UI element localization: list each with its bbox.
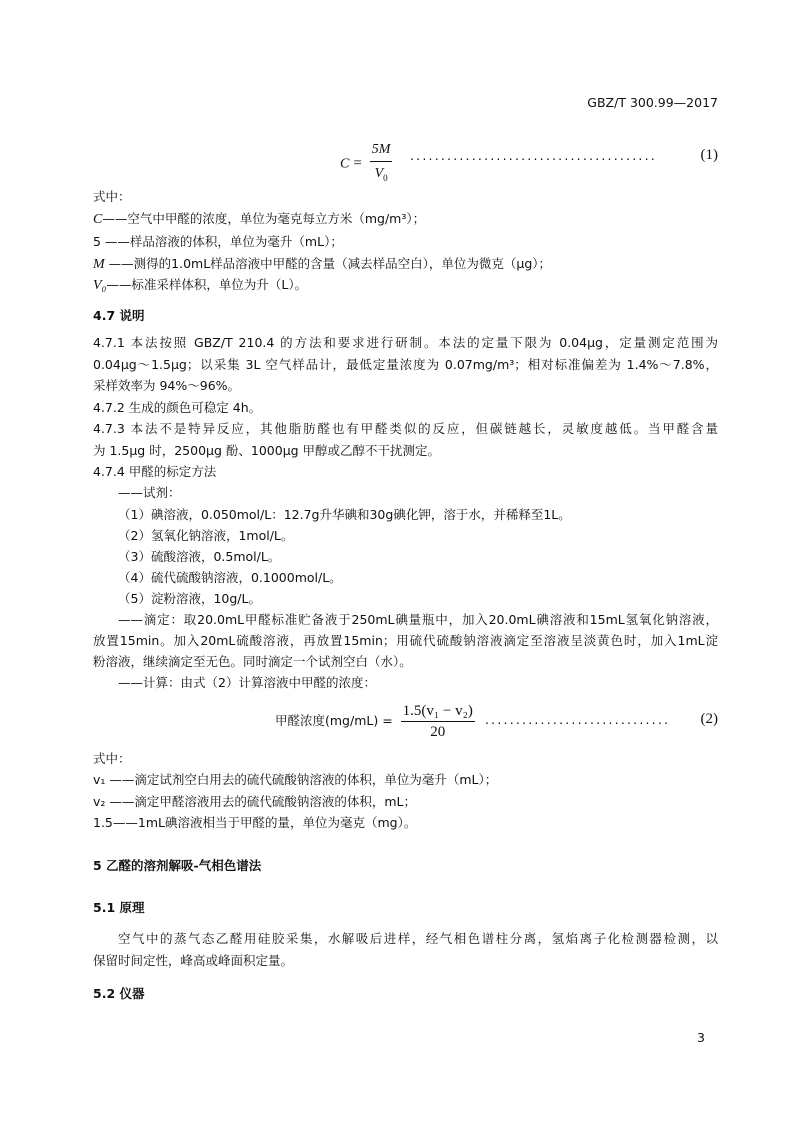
formula-fraction bbox=[401, 702, 475, 741]
where-title: 式中： bbox=[93, 751, 131, 766]
where-item: v₂ ——滴定甲醛溶液用去的硫代硫酸钠溶液的体积，mL； bbox=[93, 794, 417, 809]
fraction-numerator: 1.5(v₁ − v₂) bbox=[401, 702, 475, 722]
formula-lhs: 甲醛浓度(mg/mL) = bbox=[275, 713, 393, 728]
where-item bbox=[93, 256, 551, 273]
reagents-title: ——试剂： bbox=[118, 485, 181, 500]
paragraph-line: 为 1.5μg 时，2500μg 酚、1000μg 甲醇或乙醇不干扰测定。 bbox=[93, 443, 441, 458]
formula-2-dots: .............................. bbox=[485, 712, 671, 727]
reagent-item: （2）氢氧化钠溶液，1mol/L。 bbox=[118, 528, 294, 543]
paragraph-line: 4.7.1 本法按照 GBZ/T 210.4 的方法和要求进行研制。本法的定量下限为 0.04μg，定量测定范围为 bbox=[93, 335, 718, 350]
where-item bbox=[93, 277, 307, 294]
symbol: 5 bbox=[93, 234, 101, 249]
formula-2 bbox=[275, 702, 479, 741]
paragraph-line: 4.7.4 甲醛的标定方法 bbox=[93, 464, 217, 479]
symbol: C bbox=[93, 212, 103, 227]
paragraph-line: 保留时间定性，峰高或峰面积定量。 bbox=[93, 953, 294, 968]
standard-code-header: GBZ/T 300.99—2017 bbox=[587, 95, 718, 110]
paragraph-line: 放置15min。加入20mL硫酸溶液，再放置15min；用硫代硫酸钠溶液滴定至溶液呈淡黄色时，加入1mL淀 bbox=[93, 633, 718, 648]
page-number: 3 bbox=[697, 1030, 705, 1045]
definition: ——测得的1.0mL样品溶液中甲醛的含量（减去样品空白），单位为微克（μg）； bbox=[104, 256, 552, 271]
paragraph-line: ——滴定：取20.0mL甲醛标准贮备液于250mL碘量瓶中，加入20.0mL碘溶液和15mL氢氧化钠溶液， bbox=[118, 612, 718, 627]
definition: ——样品溶液的体积，单位为毫升（mL）； bbox=[100, 234, 343, 249]
where-title: 式中： bbox=[93, 189, 131, 204]
section-4-7-heading: 4.7 说明 bbox=[93, 308, 145, 323]
formula-fraction bbox=[370, 140, 393, 188]
formula-1-label: (1) bbox=[700, 147, 718, 163]
reagent-item: （4）硫代硫酸钠溶液，0.1000mol/L。 bbox=[118, 570, 342, 585]
where-item bbox=[93, 211, 425, 228]
paragraph-line: 4.7.3 本法不是特异反应，其他脂肪醛也有甲醛类似的反应，但碳链越长，灵敏度越低。当甲醛含量 bbox=[93, 421, 718, 436]
paragraph-line: ——计算：由式（2）计算溶液中甲醛的浓度： bbox=[118, 675, 376, 690]
section-5-heading: 5 乙醛的溶剂解吸-气相色谱法 bbox=[93, 858, 262, 873]
symbol: V₀ bbox=[93, 278, 107, 293]
section-5-2-heading: 5.2 仪器 bbox=[93, 986, 145, 1001]
formula-2-label: (2) bbox=[700, 711, 718, 727]
formula-1-dots: ........................................ bbox=[410, 148, 657, 163]
formula-eq: = bbox=[353, 155, 362, 172]
paragraph-line: 0.04μg～1.5μg；以采集 3L 空气样品计，最低定量浓度为 0.07mg/m³；相对标准偏差为 1.4%～7.8%， bbox=[93, 357, 718, 372]
where-item: 1.5——1mL碘溶液相当于甲醛的量，单位为毫克（mg）。 bbox=[93, 815, 417, 830]
section-5-1-heading: 5.1 原理 bbox=[93, 900, 145, 915]
definition: ——空气中甲醛的浓度，单位为毫克每立方米（mg/m³）； bbox=[102, 211, 426, 226]
fraction-denominator: V bbox=[374, 166, 384, 181]
definition: ——标准采样体积，单位为升（L）。 bbox=[106, 277, 308, 292]
reagent-item: （3）硫酸溶液，0.5mol/L。 bbox=[118, 549, 281, 564]
denominator-subscript: 0 bbox=[383, 173, 388, 183]
fraction-numerator: 5M bbox=[370, 140, 393, 162]
formula-1 bbox=[340, 140, 396, 188]
fraction-denominator: 20 bbox=[430, 724, 446, 740]
formula-lhs: C bbox=[340, 156, 350, 172]
symbol: M bbox=[93, 257, 105, 272]
where-item bbox=[93, 234, 343, 250]
paragraph-line: 粉溶液，继续滴定至无色。同时滴定一个试剂空白（水）。 bbox=[93, 654, 412, 669]
reagent-item: （1）碘溶液，0.050mol/L：12.7g升华碘和30g碘化钾，溶于水，并稀释至1L。 bbox=[118, 507, 571, 522]
paragraph-line: 采样效率为 94%～96%。 bbox=[93, 378, 241, 393]
where-item: v₁ ——滴定试剂空白用去的硫代硫酸钠溶液的体积，单位为毫升（mL）； bbox=[93, 772, 498, 787]
paragraph-line: 4.7.2 生成的颜色可稳定 4h。 bbox=[93, 400, 262, 415]
reagent-item: （5）淀粉溶液，10g/L。 bbox=[118, 591, 261, 606]
paragraph-line: 空气中的蒸气态乙醛用硅胶采集，水解吸后进样，经气相色谱柱分离，氢焰离子化检测器检测，以 bbox=[118, 931, 718, 946]
